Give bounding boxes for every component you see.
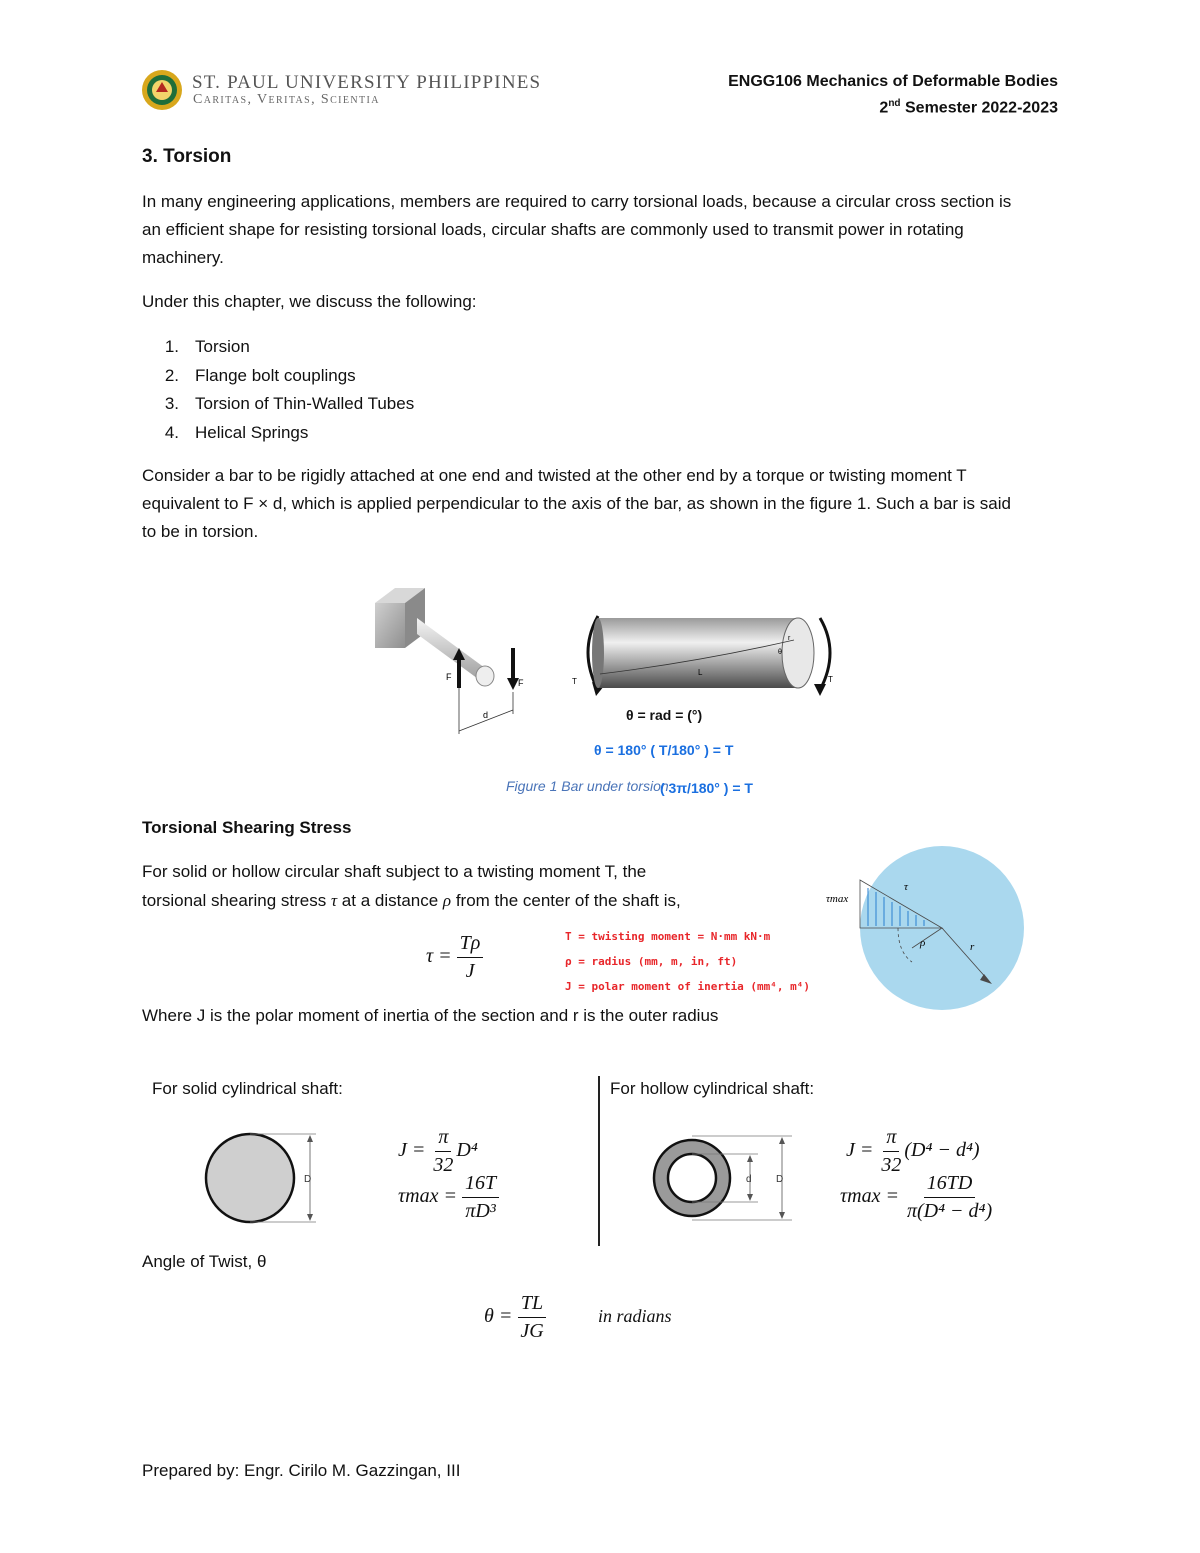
distance-label: d [483, 710, 489, 720]
shaft-torsion-figure [568, 612, 843, 697]
where-text: Where J is the polar moment of inertia of the section and r is the outer radius [142, 1006, 719, 1025]
list-intro: Under this chapter, we discuss the following: [142, 292, 477, 311]
shear-text-2: torsional shearing stress τ at a distance ρ from the center of the shaft is, [142, 891, 681, 910]
torsion-paragraph: Consider a bar to be rigidly attached at one end and twisted at the other end by a torque or twisting moment T equivalent to F × d, which is applied perpendicular to the axis of the bar, as shown in the figure 1. Such a bar is said to be in torsion. [142, 466, 1011, 541]
shear-text-1: For solid or hollow circular shaft subject to a twisting moment T, the [142, 862, 647, 881]
torque-label-left: T [572, 677, 577, 686]
hollow-title: For hollow cylindrical shaft: [610, 1079, 815, 1098]
force-label-right: F [518, 678, 524, 688]
figure-caption: Figure 1 Bar under torsion [506, 778, 669, 794]
r-label: r [970, 941, 975, 953]
topic-list [125, 333, 414, 447]
torque-label-right: T [828, 675, 833, 684]
annotation-line-1: θ = rad = (°) [626, 707, 703, 723]
length-label: L [698, 668, 703, 677]
handwritten-note-2: ρ = radius (mm, m, in, ft) [565, 955, 738, 968]
twist-units: in radians [598, 1306, 672, 1326]
hollow-inner-label: d [746, 1174, 752, 1185]
radius-label: r [788, 635, 791, 642]
rho-label: ρ [920, 937, 926, 949]
handwritten-note-1: T = twisting moment = N·mm kN·m [565, 930, 771, 943]
force-label-left: F [446, 672, 452, 682]
solid-title: For solid cylindrical shaft: [152, 1079, 343, 1098]
handwritten-note-3: J = polar moment of inertia (mm⁴, m⁴) [565, 980, 811, 993]
shear-formula: τ = $\frac{T\rho}{J}$ [426, 932, 483, 983]
intro-paragraph: In many engineering applications, members are required to carry torsional loads, because a circular cross section is an efficient shape for resisting torsional loads, circular shafts are commonly used to transmit power in rotating machinery. [142, 192, 1012, 267]
angle-label: θ [778, 649, 782, 656]
list-item: 2. Flange bolt couplings [164, 365, 356, 385]
shear-stress-diagram [820, 840, 1030, 1025]
annotation-line-2: θ = 180° ( T/180° ) = T [594, 742, 734, 758]
shear-title: Torsional Shearing Stress [142, 818, 352, 837]
solid-tmax-formula: τmax = $\frac{16T}{\text{πD³}}$ [398, 1172, 499, 1223]
list-item: 4. Helical Springs [164, 422, 309, 442]
university-motto: Caritas, Veritas, Scientia [193, 92, 380, 107]
solid-J-formula: J = $\frac{\pi}{32}$ D⁴ [398, 1126, 478, 1176]
twist-title: Angle of Twist, θ [142, 1252, 267, 1271]
tau-label: τ [904, 881, 908, 893]
tau-max-label: τmax [826, 893, 849, 905]
section-title: 3. Torsion [142, 146, 232, 167]
cantilever-bar-figure [365, 588, 535, 738]
hollow-J-formula: J = $\frac{\pi}{32}$ (D⁴ − d⁴) [846, 1126, 980, 1176]
hollow-tmax-formula: τmax = $\frac{16TD}{\text{π(D⁴ − d⁴)}}$ [840, 1172, 993, 1222]
university-name: ST. PAUL UNIVERSITY PHILIPPINES [192, 72, 542, 93]
solid-diameter-label: D [304, 1174, 312, 1185]
list-item: 3. Torsion of Thin-Walled Tubes [164, 394, 415, 413]
course-title: ENGG106 Mechanics of Deformable Bodies [728, 73, 1058, 90]
semester: 2nd Semester 2022-2023 [879, 98, 1058, 117]
solid-shaft-section [200, 1128, 330, 1228]
column-divider [598, 1076, 600, 1246]
twist-formula: θ = $\frac{TL}{JG}$ [484, 1292, 547, 1343]
university-logo [140, 68, 184, 112]
hollow-shaft-section [642, 1128, 802, 1228]
list-item: 1. Torsion [164, 337, 250, 356]
annotation-line-3: ( 3π/180° ) = T [660, 780, 753, 796]
hollow-outer-label: D [776, 1174, 784, 1185]
footer-prepared-by: Prepared by: Engr. Cirilo M. Gazzingan, III [142, 1461, 461, 1480]
